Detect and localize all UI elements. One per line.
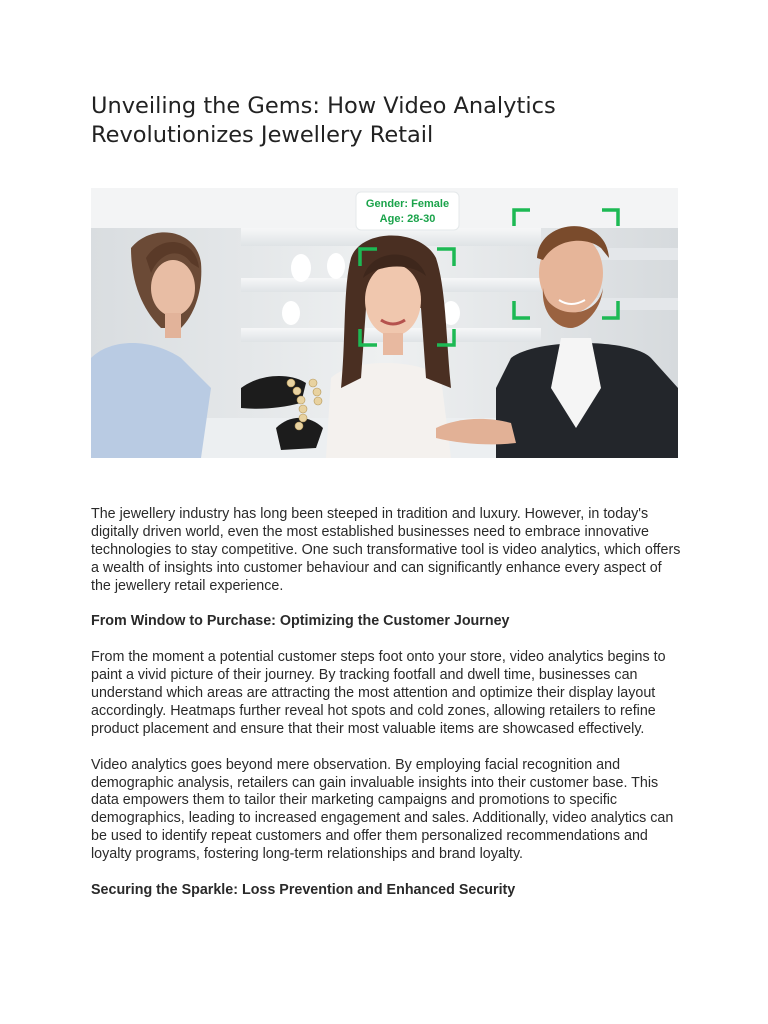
hero-illustration: [91, 188, 678, 458]
intro-paragraph: The jewellery industry has long been steeped in tradition and luxury. However, in today's digitally driven world, even the most established businesses need to embrace innovative technologies to stay competitive. One such transformative tool is video analytics, which offers a wealth of insights into customer behaviour and can significantly enhance every aspect of the jewellery retail experience.: [91, 506, 681, 594]
article-body: [91, 506, 681, 918]
detection-gender-label: Gender: Female: [365, 198, 450, 210]
hero-image: [91, 188, 678, 458]
paragraph: Video analytics goes beyond mere observation. By employing facial recognition and demographic analysis, retailers can gain invaluable insights into their customer base. This data empowers them to tailor their marketing campaigns and promotions to specific demographics, leading to increased engagement and sales. Additionally, video analytics can be used to identify repeat customers and offer them personalized recommendations and loyalty programs, fostering long-term relationships and brand loyalty.: [91, 756, 674, 863]
section-heading-loss-prevention: Securing the Sparkle: Loss Prevention and Enhanced Security: [91, 881, 516, 898]
detection-age-label: Age: 28-30: [379, 213, 436, 225]
article-title: Unveiling the Gems: How Video Analytics Revolutionizes Jewellery Retail: [91, 93, 556, 148]
paragraph: From the moment a potential customer steps foot onto your store, video analytics begins to paint a vivid picture of their journey. By tracking footfall and dwell time, businesses can understand which areas are attracting the most attention and optimize their display layout accordingly. Heatmaps further reveal hot spots and cold zones, allowing retailers to refine product placement and ensure that their most valuable items are showcased effectively.: [91, 649, 666, 737]
section-heading-customer-journey: From Window to Purchase: Optimizing the Customer Journey: [91, 613, 510, 630]
